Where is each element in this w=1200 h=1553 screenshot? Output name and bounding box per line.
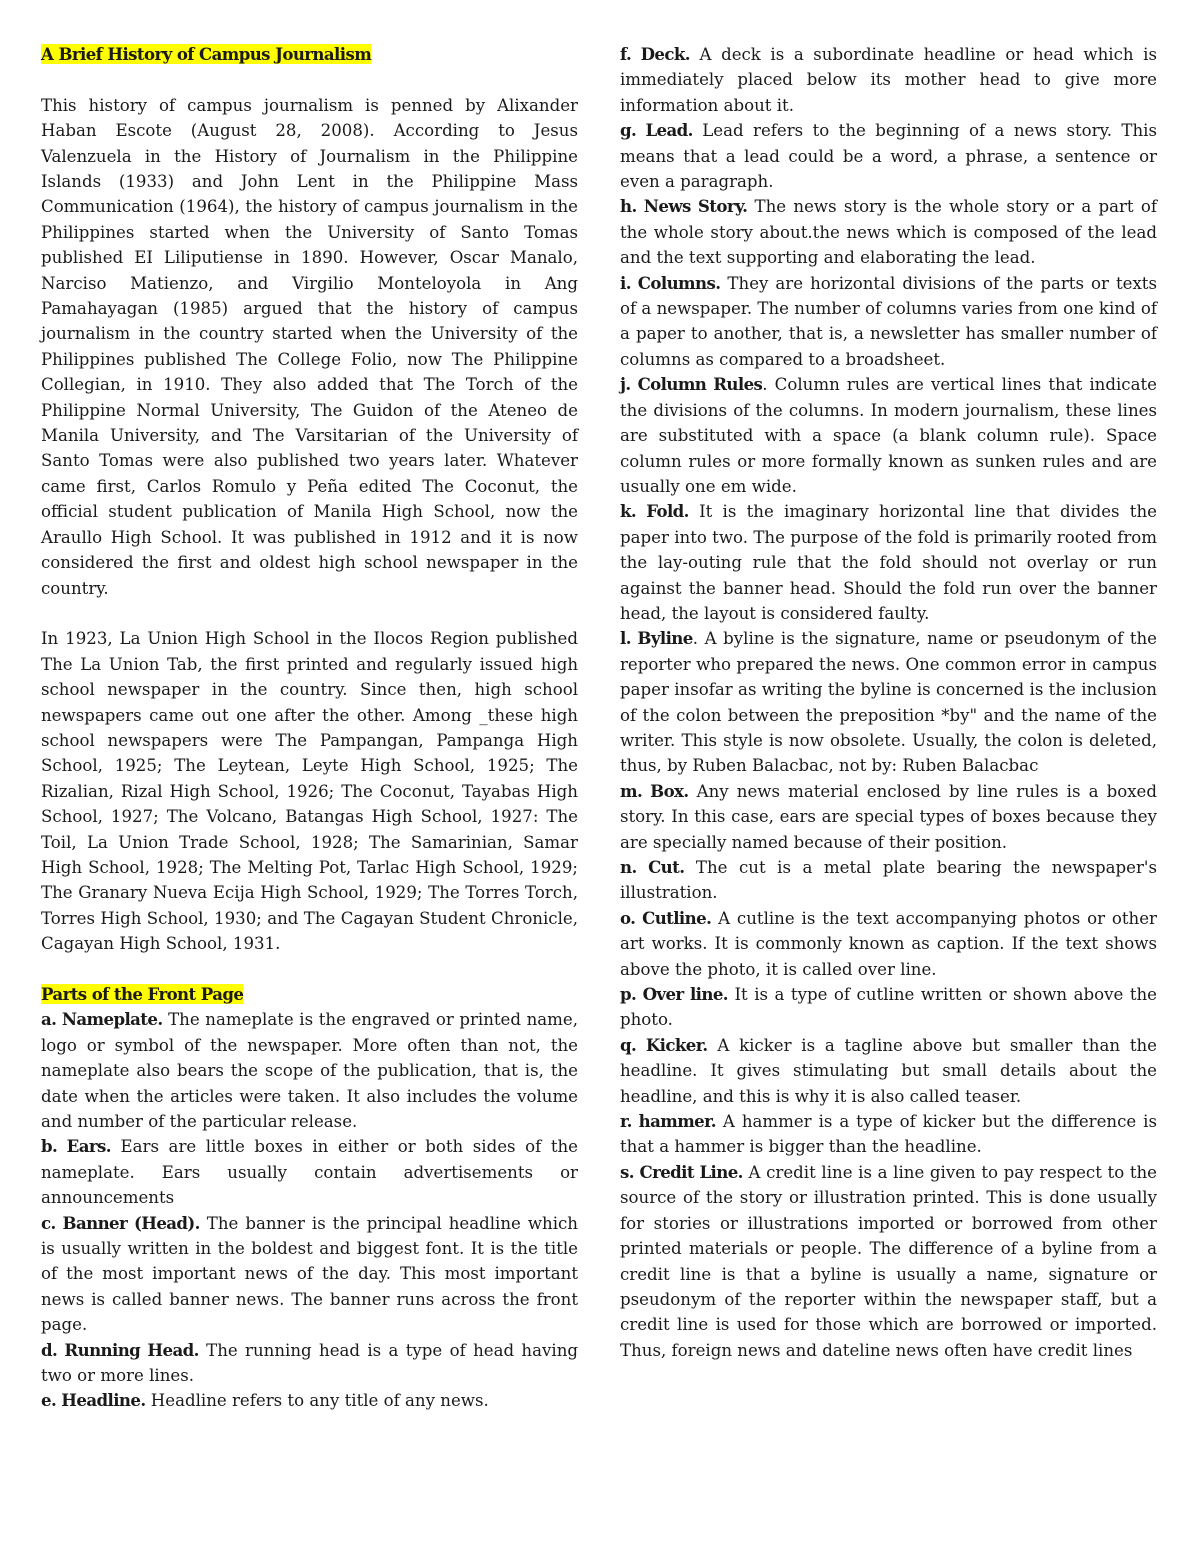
part-text: They are horizontal divisions of the parts or texts of a newspaper. The number of columns varies from one kind of a paper to another, that is, a newsletter has smaller number of columns as compared to a broadsheet. [620, 273, 1157, 369]
part-text: A credit line is a line given to pay respect to the source of the story or illustration printed. This is done usually for stories or illustrations imported or borrowed from other printed materials or people. The difference of a byline from a credit line is that a byline is usually a name, signature or pseudonym of the reporter within the newspaper staff, but a credit line is used for those which are borrowed or imported. Thus, foreign news and dateline news often have credit lines [620, 1162, 1157, 1360]
part-term: d. Running Head. [41, 1339, 199, 1360]
part-item [620, 855, 1157, 906]
part-item [620, 42, 1157, 118]
part-text: It is the imaginary horizontal line that divides the paper into two. The purpose of the fold is primarily rooted from the lay-outing rule that the fold should not overlay or run against the banner head. Should the fold run over the banner head, the layout is considered faulty. [620, 502, 1157, 623]
part-item [620, 1160, 1157, 1363]
part-text: Headline refers to any title of any news. [145, 1391, 489, 1411]
part-term: c. Banner (Head). [41, 1212, 200, 1233]
part-item [620, 626, 1157, 778]
part-item [620, 906, 1157, 982]
part-term: h. News Story. [620, 196, 748, 217]
part-term: s. Credit Line. [620, 1161, 743, 1182]
part-item [620, 118, 1157, 194]
part-text: . A byline is the signature, name or pseudonym of the reporter who prepared the news. One common error in campus paper insofar as writing the byline is concerned is the inclusion of the colon between the preposition *by" and the name of the writer. This style is now obsolete. Usually, the colon is deleted, thus, by Ruben Balacbac, not by: Ruben Balacbac [620, 629, 1158, 776]
part-text: Ears are little boxes in either or both sides of the nameplate. Ears usually contain advertisements or announcements [41, 1137, 579, 1208]
spacer [41, 957, 578, 982]
part-term: j. Column Rules [620, 374, 763, 395]
part-item [41, 1134, 578, 1210]
part-term: o. Cutline. [620, 907, 712, 928]
part-text: A deck is a subordinate headline or head which is immediately placed below its mother head to give more information about it. [620, 45, 1157, 115]
part-term: b. Ears. [41, 1136, 111, 1157]
part-item [620, 982, 1157, 1033]
part-text: The banner is the principal headline which is usually written in the boldest and biggest font. It is the title of the most important news of the day. This most important news is called banner news. The banner runs across the front page. [41, 1213, 578, 1335]
part-text: Any news material enclosed by line rules is a boxed story. In this case, ears are special types of boxes because they are specially named because of their position. [620, 781, 1157, 852]
part-term: i. Columns. [620, 272, 721, 293]
part-item [620, 499, 1157, 626]
spacer [41, 67, 578, 92]
part-term: l. Byline [620, 628, 693, 649]
history-paragraph-2: In 1923, La Union High School in the Ilocos Region published The La Union Tab, the first printed and regularly issued high school newspaper in the country. Since then, high school newspapers came out one after the other. Among _these high school newspapers were The Pampangan, Pampanga High School, 1925; The Leytean, Leyte High School, 1925; The Rizalian, Rizal High School, 1926; The Coconut, Tayabas High School, 1927; The Volcano, Batangas High School, 1927: The Toil, La Union Trade School, 1928; The Samarinian, Samar High School, 1928; The Melting Pot, Tarlac High School, 1929; The Granary Nueva Ecija High School, 1929; The Torres Torch, Torres High School, 1930; and The Cagayan Student Chronicle, Cagayan High School, 1931. [41, 629, 578, 954]
part-text: It is a type of cutline written or shown above the photo. [620, 985, 1157, 1030]
part-text: The cut is a metal plate bearing the newspaper's illustration. [620, 858, 1157, 903]
history-paragraph-1: This history of campus journalism is penned by Alixander Haban Escote (August 28, 2008). According to Jesus Valenzuela in the History of Journalism in the Philippine Islands (1933) and John Lent in the Philippine Mass Communication (1964), the history of campus journalism in the Philippines started when the University of Santo Tomas published EI Liliputiense in 1890. However, Oscar Manalo, Narciso Matienzo, and Virgilio Monteloyola in Ang Pamahayagan (1985) argued that the history of campus journalism in the country started when the University of the Philippines published The College Folio, now The Philippine Collegian, in 1910. They also added that The Torch of the Philippine Normal University, The Guidon of the Ateneo de Manila University, and The Varsitarian of the University of Santo Tomas were also published two years later. Whatever came first, Carlos Romulo y Peña edited The Coconut, the official student publication of Manila High School, now the Araullo High School. It was published in 1912 and it is now considered the first and oldest high school newspaper in the country. [41, 95, 578, 598]
part-item [620, 194, 1157, 270]
part-item [41, 1388, 578, 1413]
part-term: p. Over line. [620, 984, 728, 1005]
history-heading: A Brief History of Campus Journalism [41, 44, 372, 64]
part-term: n. Cut. [620, 857, 685, 877]
part-text: A hammer is a type of kicker but the difference is that a hammer is bigger than the headline. [620, 1112, 1157, 1157]
part-item [620, 372, 1157, 499]
front-page-heading-line [41, 982, 578, 1007]
part-item [620, 779, 1157, 855]
part-term: g. Lead. [620, 120, 693, 141]
part-term: m. Box. [620, 780, 689, 801]
part-item [41, 1211, 578, 1338]
part-item [41, 1338, 578, 1389]
part-item [41, 1007, 578, 1134]
front-page-heading: Parts of the Front Page [41, 983, 244, 1004]
history-heading-line [41, 42, 578, 67]
part-term: r. hammer. [620, 1111, 716, 1132]
part-text: The news story is the whole story or a part of the whole story about.the news which is composed of the lead and the text supporting and elaborating the lead. [620, 197, 1157, 268]
left-column [41, 42, 578, 1414]
part-text: The running head is a type of head having two or more lines. [41, 1340, 579, 1386]
spacer [41, 601, 578, 626]
part-item [620, 1109, 1157, 1160]
part-term: e. Headline. [41, 1390, 146, 1411]
part-text: The nameplate is the engraved or printed name, logo or symbol of the newspaper. More often than not, the nameplate also bears the scope of the publication, that is, the date when the articles were taken. It also includes the volume and number of the particular release. [41, 1010, 578, 1132]
part-term: k. Fold. [620, 501, 689, 522]
right-column [620, 42, 1157, 1363]
part-text: A cutline is the text accompanying photos or other art works. It is commonly known as caption. If the text shows above the photo, it is called over line. [620, 908, 1157, 979]
part-item [620, 1033, 1157, 1109]
part-text: A kicker is a tagline above but smaller than the headline. It gives stimulating but small details about the headline, and this is why it is also called teaser. [620, 1035, 1158, 1106]
part-term: f. Deck. [620, 44, 690, 64]
part-text: . Column rules are vertical lines that indicate the divisions of the columns. In modern journalism, these lines are substituted with a space (a blank column rule). Space column rules or more formally known as sunken rules and are usually one em wide. [620, 375, 1157, 496]
part-text: Lead refers to the beginning of a news story. This means that a lead could be a word, a phrase, a sentence or even a paragraph. [620, 121, 1158, 192]
part-item [620, 271, 1157, 373]
part-term: a. Nameplate. [41, 1009, 163, 1030]
part-term: q. Kicker. [620, 1034, 708, 1055]
